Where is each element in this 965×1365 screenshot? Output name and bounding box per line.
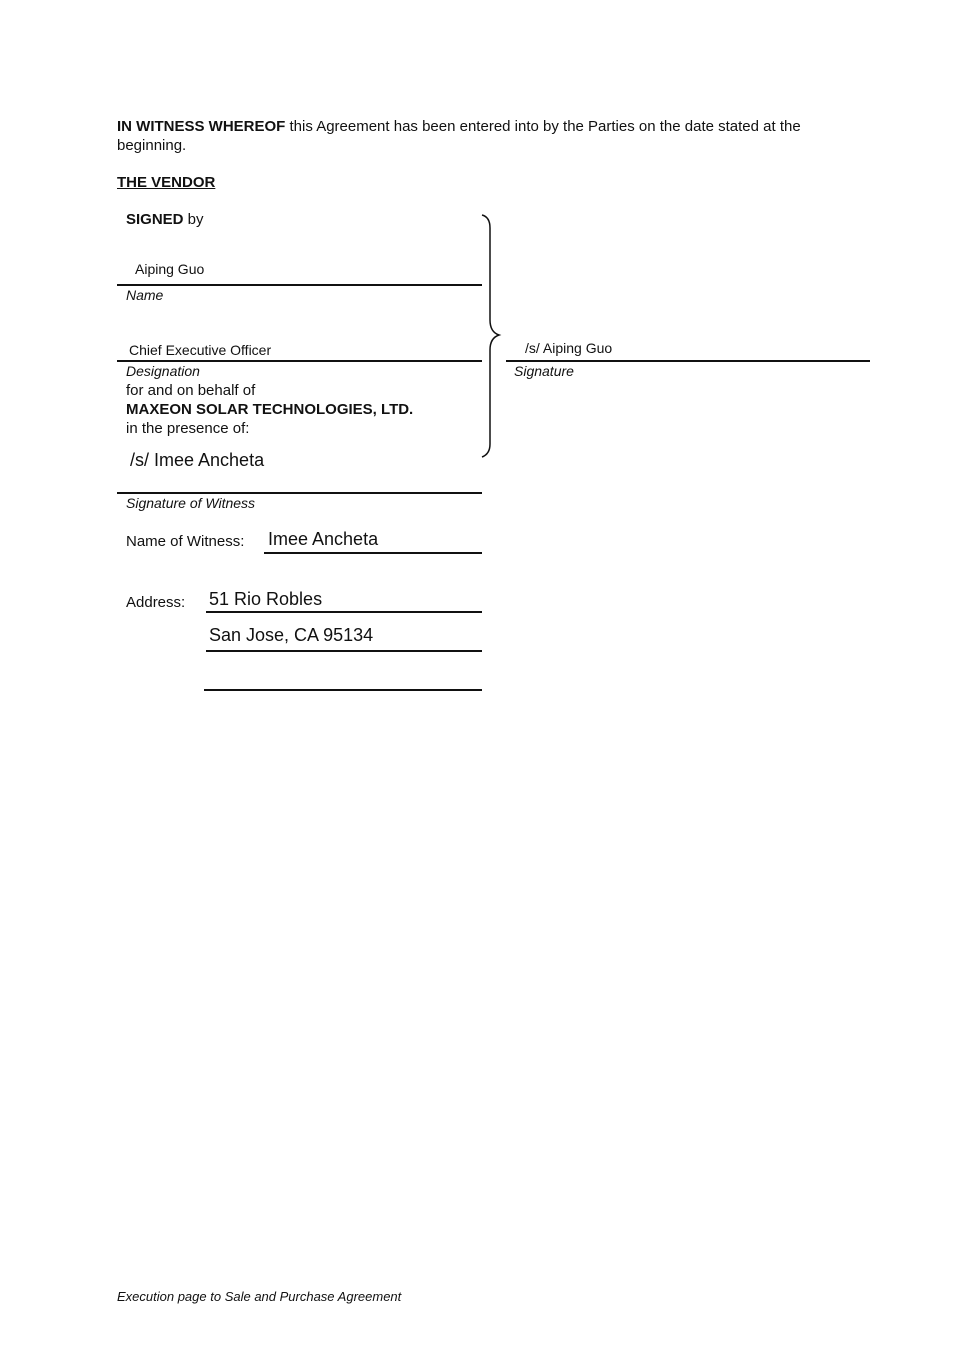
address-line2-rule [206, 650, 482, 652]
designation-value: Chief Executive Officer [129, 342, 272, 358]
witness-clause-text: this Agreement has been entered into by the Parties on the date stated at the [285, 118, 801, 135]
signature-label: Signature [514, 363, 574, 379]
address-label: Address: [126, 594, 186, 611]
presence-line: in the presence of: [126, 420, 250, 437]
designation-label: Designation [126, 363, 200, 379]
witness-name-line [264, 552, 482, 554]
address-line2: San Jose, CA 95134 [209, 625, 374, 645]
name-label: Name [126, 287, 164, 303]
grouping-brace [478, 212, 504, 460]
witness-clause-line1 [117, 118, 801, 135]
address-line1-rule [206, 611, 482, 613]
signed-bold: SIGNED [126, 211, 184, 228]
address-line1: 51 Rio Robles [209, 589, 323, 609]
behalf-line1: for and on behalf of [126, 382, 256, 399]
witness-signature-value: /s/ Imee Ancheta [130, 450, 265, 470]
company-name: MAXEON SOLAR TECHNOLOGIES, LTD. [126, 401, 414, 418]
witness-clause-bold: IN WITNESS WHEREOF [117, 118, 286, 135]
page-footer: Execution page to Sale and Purchase Agreement [117, 1289, 402, 1304]
witness-clause-line2: beginning. [117, 137, 187, 154]
address-line3-rule [204, 689, 482, 691]
signed-rest: by [183, 211, 204, 228]
name-value: Aiping Guo [135, 261, 205, 277]
vendor-heading: THE VENDOR [117, 174, 216, 191]
designation-line [117, 360, 482, 362]
witness-signature-label: Signature of Witness [126, 495, 256, 511]
witness-name-label: Name of Witness: [126, 533, 245, 550]
witness-signature-line [117, 492, 482, 494]
witness-name-value: Imee Ancheta [268, 529, 379, 549]
signature-line [506, 360, 870, 362]
name-line [117, 284, 482, 286]
signature-value: /s/ Aiping Guo [525, 340, 613, 356]
signed-by [126, 211, 204, 228]
